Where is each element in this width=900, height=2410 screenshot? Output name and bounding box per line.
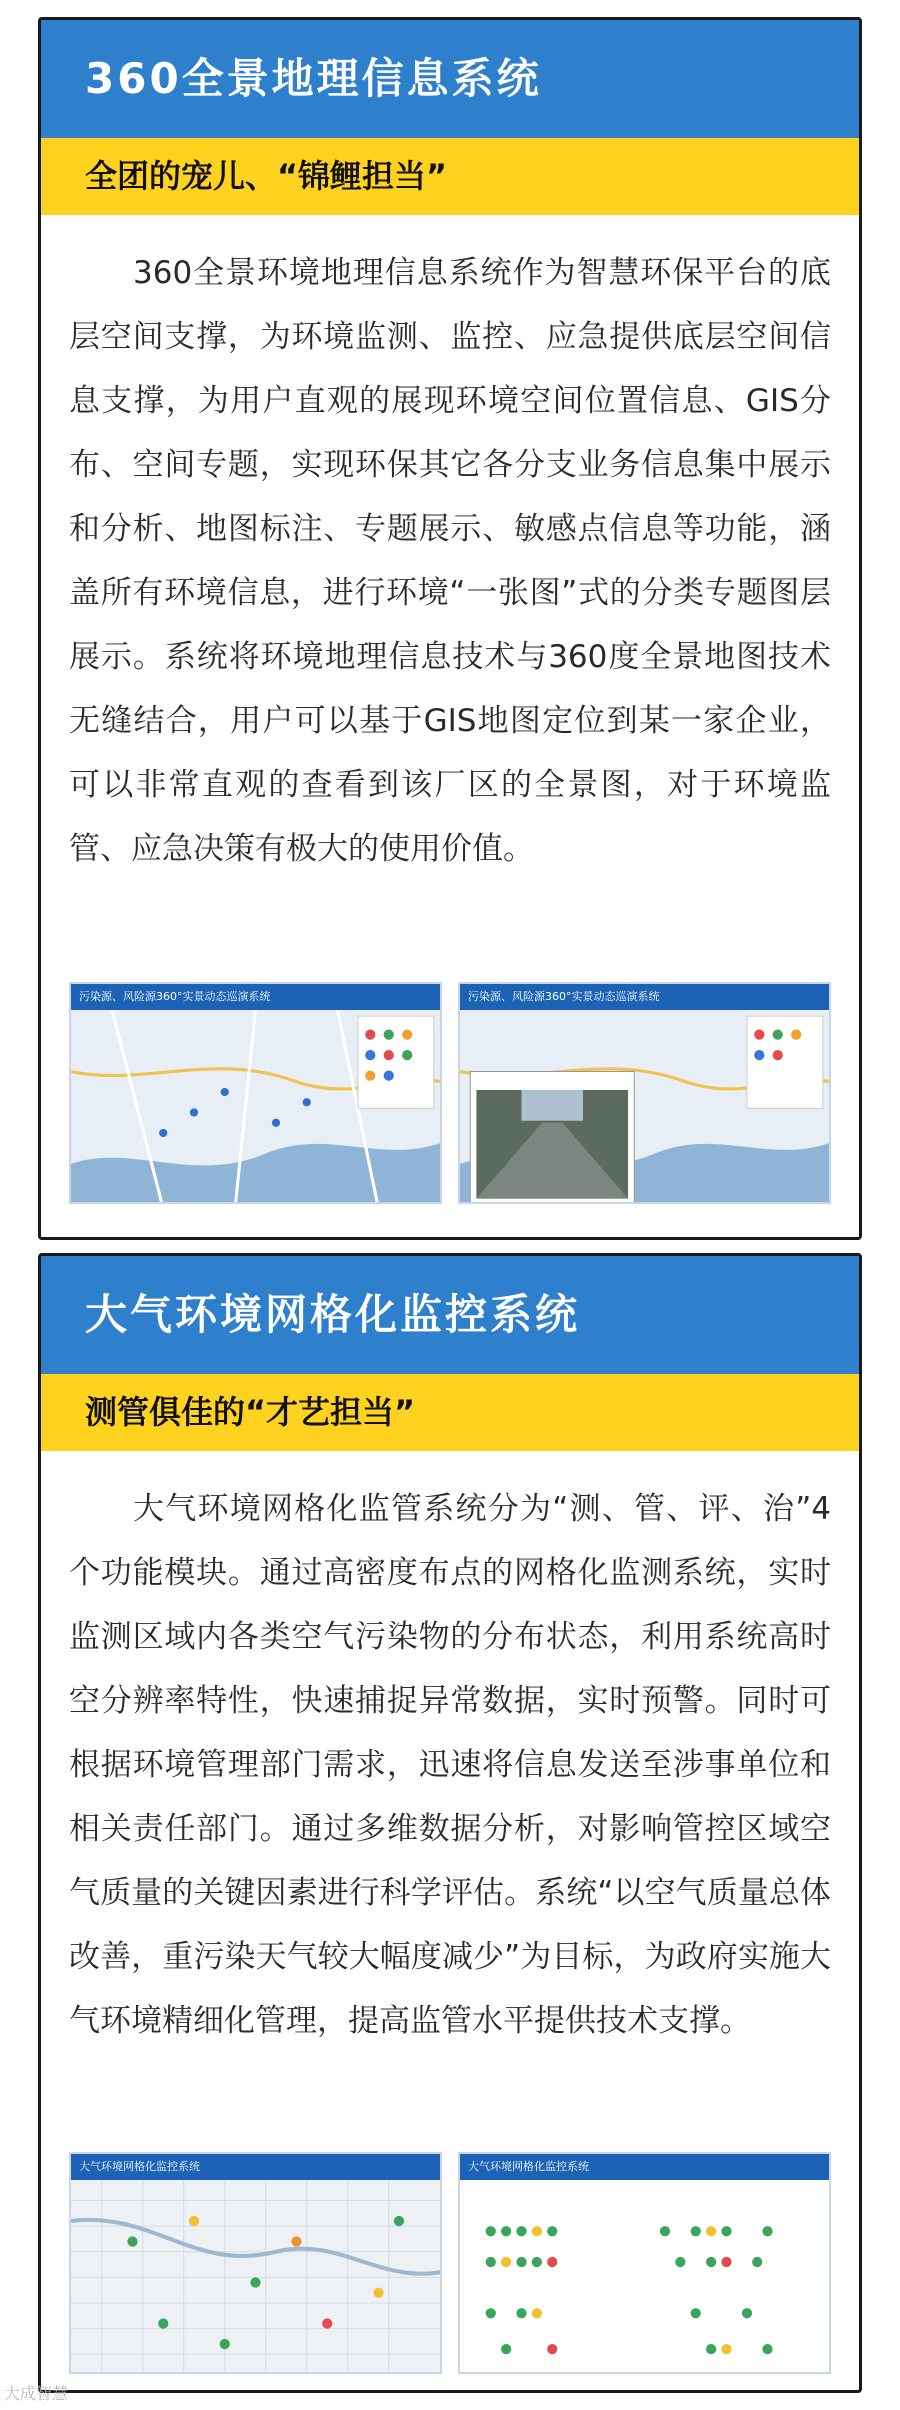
screenshot-titlebar: 污染源、风险源360°实景动态巡演系统: [71, 984, 440, 1010]
section1-subtitle: 全团的宠儿、“锦鲤担当”: [41, 138, 859, 215]
section1-title: 360全景地理信息系统: [41, 20, 859, 138]
screenshot-titlebar: 大气环境网格化监控系统: [460, 2154, 829, 2180]
gis-map-image: [71, 1010, 440, 1204]
section2-title: 大气环境网格化监控系统: [41, 1256, 859, 1374]
section1-screenshots: [69, 982, 831, 1204]
screenshot-titlebar: 大气环境网格化监控系统: [71, 2154, 440, 2180]
watermark: 大成智慧: [4, 2384, 69, 2403]
panorama-map-image: [460, 1010, 829, 1204]
grid-map-image: [71, 2180, 440, 2374]
screenshot-titlebar: 污染源、风险源360°实景动态巡演系统: [460, 984, 829, 1010]
panorama-screenshot: [458, 982, 831, 1204]
grid-map-screenshot: [69, 2152, 442, 2374]
section2-card: [38, 1253, 862, 2393]
monitoring-grid-image: [460, 2180, 829, 2374]
gis-map-screenshot: [69, 982, 442, 1204]
section1-body: 360全景环境地理信息系统作为智慧环保平台的底层空间支撑，为环境监测、监控、应急提供底层空间信息支撑，为用户直观的展现环境空间位置信息、GIS分布、空间专题，实现环保其它各分支业务信息集中展示和分析、地图标注、专题展示、敏感点信息等功能，涵盖所有环境信息，进行环境“一张图”式的分类专题图层展示。系统将环境地理信息技术与360度全景地图技术无缝结合，用户可以基于GIS地图定位到某一家企业，可以非常直观的查看到该厂区的全景图，对于环境监管、应急决策有极大的使用价值。: [69, 255, 831, 867]
section2-body: 大气环境网格化监管系统分为“测、管、评、治”4个功能模块。通过高密度布点的网格化监测系统，实时监测区域内各类空气污染物的分布状态，利用系统高时空分辨率特性，快速捕捉异常数据，实时预警。同时可根据环境管理部门需求，迅速将信息发送至涉事单位和相关责任部门。通过多维数据分析，对影响管控区域空气质量的关键因素进行科学评估。系统“以空气质量总体改善，重污染天气较大幅度减少”为目标，为政府实施大气环境精细化管理，提高监管水平提供技术支撑。: [69, 1491, 831, 2039]
section2-screenshots: [69, 2152, 831, 2374]
monitoring-grid-screenshot: [458, 2152, 831, 2374]
section1-card: [38, 17, 862, 1240]
section2-subtitle: 测管俱佳的“才艺担当”: [41, 1374, 859, 1451]
